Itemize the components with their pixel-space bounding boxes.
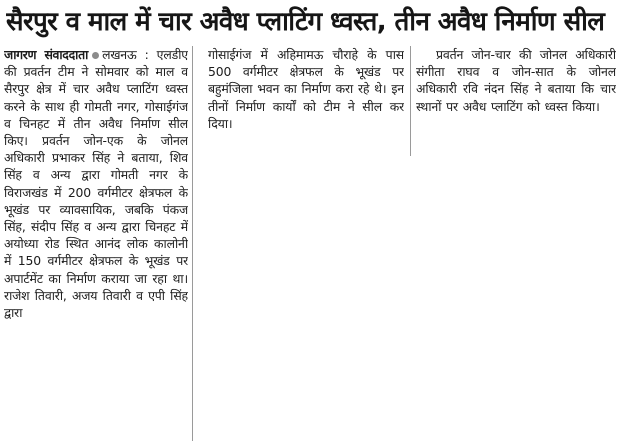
column-1-text: एलडीए की प्रवर्तन टीम ने सोमवार को माल व सैरपुर क्षेत्र में चार अवैध प्लाटिंग ध्वस्त करने के साथ ही गोमती नगर, गोसाईगंज व चिनहट में तीन अवैध निर्माण सील किए। प्रवर्तन जोन-एक के जोनल अधिकारी प्रभाकर सिंह ने बताया, शिव सिंह व अन्य द्वारा गोमती नगर के विराजखंड में 200 वर्गमीटर क्षेत्रफल के भूखंड पर व्यावसायिक, जबकि पंकज सिंह, संदीप सिंह व अन्य द्वारा चिनहट में अयोध्या रोड स्थित आनंद लोक कालोनी में 150 वर्गमीटर क्षेत्रफल के भूखंड पर अपार्टमेंट का निर्माण कराया जा रहा था। राजेश तिवारी, अजय तिवारी व एपी सिंह द्वारा — [4, 47, 188, 321]
column-3-text: प्रवर्तन जोन-चार की जोनल अधिकारी संगीता राघव व जोन-सात के जोनल अधिकारी रवि नंदन सिंह ने बताया कि चार स्थानों पर अवैध प्लाटिंग को ध्वस्त किया। — [416, 47, 616, 114]
article-paragraph-1 — [4, 46, 188, 321]
article-column-1 — [4, 46, 188, 441]
article-headline: सैरपुर व माल में चार अवैध प्लाटिंग ध्वस्त, तीन अवैध निर्माण सील — [6, 7, 605, 37]
article-column-3 — [416, 46, 616, 156]
dateline: लखनऊ : — [102, 47, 149, 62]
article-paragraph-3 — [416, 46, 616, 115]
article-column-2 — [208, 46, 404, 156]
column-rule-1 — [192, 46, 193, 441]
bullet-dot-icon — [92, 52, 99, 59]
blank-area — [196, 160, 620, 441]
column-rule-2 — [410, 46, 411, 156]
column-2-text: गोसाईगंज में अहिमामऊ चौराहे के पास 500 वर्गमीटर क्षेत्रफल के भूखंड पर बहुमंजिला भवन का निर्माण करा रहे थे। इन तीनों निर्माण कार्यों को टीम ने सील कर दिया। — [208, 47, 404, 131]
byline: जागरण संवाददाता — [4, 47, 89, 62]
